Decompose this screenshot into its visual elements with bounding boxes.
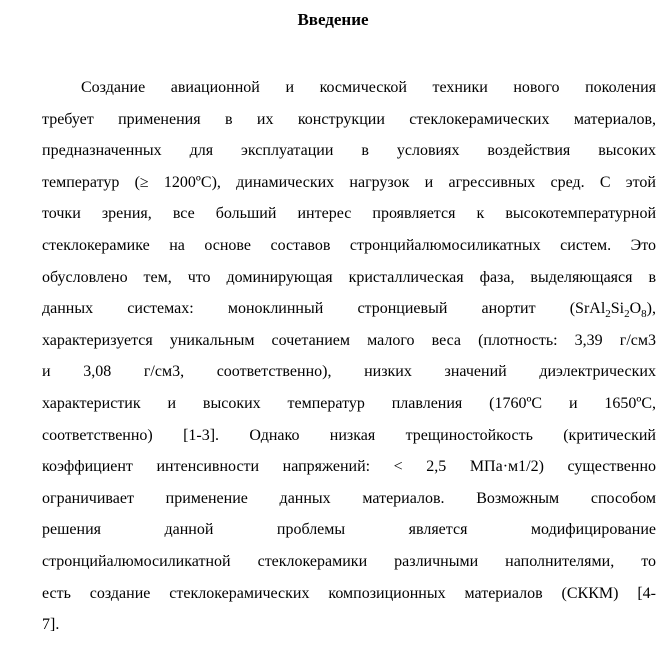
text-line: 7]. [42, 616, 60, 634]
text-line: решения данной проблемы является модифицирование [42, 521, 656, 539]
text-line: ограничивает применение данных материалов. Возможным способом [42, 489, 656, 507]
text-line: соответственно) [1-3]. Однако низкая трещиностойкость (критический [42, 426, 656, 444]
text-line: Создание авиационной и космической техники нового поколения [81, 79, 656, 96]
text-line: стеклокерамике на основе составов стронцийалюмосиликатных систем. Это [42, 236, 656, 254]
text-line: температур (≥ 1200ºС), динамических нагрузок и агрессивных сред. С этой [42, 173, 656, 191]
formula-subscript: 8 [641, 308, 647, 321]
text-line: предназначенных для эксплуатации в условиях воздействия высоких [42, 142, 656, 160]
formula-text: O [629, 300, 642, 318]
formula-text-before: данных системах: моноклинный стронциевый анортит (SrAl [42, 300, 606, 318]
formula-subscript: 2 [605, 308, 611, 321]
formula-subscript: 2 [624, 308, 630, 321]
text-line: обусловлено тем, что доминирующая кристаллическая фаза, выделяющаяся в [42, 268, 656, 286]
text-line: точки зрения, все больший интерес проявляется к высокотемпературной [42, 205, 656, 223]
paragraph [42, 76, 656, 645]
formula-text-after: ), [646, 300, 656, 318]
text-line: характеризуется уникальным сочетанием малого веса (плотность: 3,39 г/см3 [42, 331, 656, 349]
text-line: коэффициент интенсивности напряжений: < 2,5 МПа·м1/2) существенно [42, 458, 656, 476]
text-line: есть создание стеклокерамических композиционных материалов (СККМ) [4- [42, 584, 656, 602]
text-line: и 3,08 г/см3, соответственно), низких значений диэлектрических [42, 363, 656, 381]
text-line-formula [42, 297, 656, 329]
section-heading: Введение [297, 10, 369, 29]
formula-text: Si [610, 300, 625, 318]
text-line: требует применения в их конструкции стеклокерамических материалов, [42, 110, 656, 128]
text-line: характеристик и высоких температур плавления (1760ºС и 1650ºС, [42, 394, 656, 412]
text-line: стронцийалюмосиликатной стеклокерамики различными наполнителями, то [42, 552, 656, 570]
